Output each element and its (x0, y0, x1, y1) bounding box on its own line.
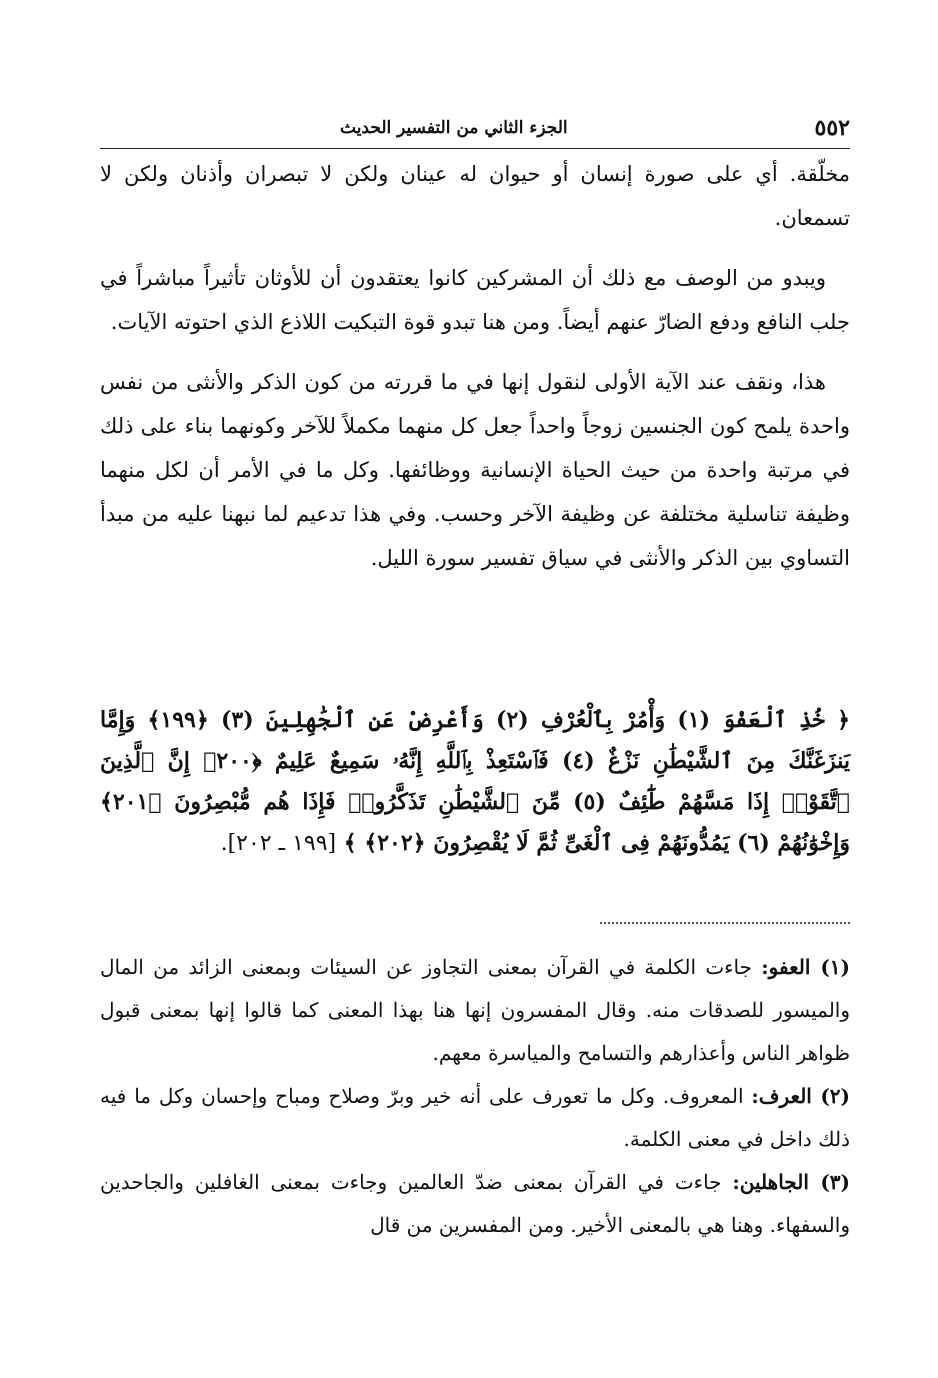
main-text (100, 152, 850, 596)
quran-verse (100, 700, 850, 864)
paragraph: هذا، ونقف عند الآية الأولى لنقول إنها في ما قررته من كون الذكر والأنثى من نفس واحدة يلمح كون الجنسين زوجاً واحداً جعل كل منهما مكملاً للآخر وكونهما بناء على ذلك في مرتبة واحدة من حيث الحياة الإنسانية ووظائفها. وكل ما في الأمر أن لكل منهما وظيفة تناسلية مختلفة عن وظيفة الآخر وحسب. وفي هذا تدعيم لما نبهنا عليه من مبدأ التساوي بين الذكر والأنثى في سياق تفسير سورة الليل. (100, 370, 850, 570)
footnote (100, 1075, 850, 1161)
footnote-text: جاءت الكلمة في القرآن بمعنى التجاوز عن السيئات وبمعنى الزائد من المال والميسور للصدقات منه. وقال المفسرون إنها هنا بهذا المعنى كما قالوا إنها بمعنى قبول ظواهر الناس وأعذارهم والتسامح والمياسرة معهم. (100, 955, 850, 1065)
running-title: الجزء الثاني من التفسير الحديث (340, 118, 568, 138)
verse-reference: [١٩٩ ـ ٢٠٢]. (220, 831, 337, 856)
footnotes (100, 946, 850, 1247)
paragraph: ويبدو من الوصف مع ذلك أن المشركين كانوا يعتقدون أن للأوثان تأثيراً مباشراً في جلب النافع ودفع الضارّ عنهم أيضاً. ومن هنا تبدو قوة التبكيت اللاذع الذي احتوته الآيات. (100, 266, 850, 334)
verse-text: ﴿ خُذِ ٱلْعَفْوَ (١) وَأْمُرْ بِٱلْعُرْفِ (٢) وَأَعْرِضْ عَنِ ٱلْجَٰهِلِينَ (٣) ﴿١٩٩﴾ وَإِمَّا يَنزَغَنَّكَ مِنَ ٱلشَّيْطَٰنِ نَزْغٌ (٤) فَٱسْتَعِذْ بِٱللَّهِ إِنَّهُۥ سَمِيعٌ عَلِيمٌ ﴿٢٠٠﴾ إِنَّ ٱلَّذِينَ ٱتَّقَوْا۟ إِذَا مَسَّهُمْ طَٰٓئِفٌ (٥) مِّنَ ٱلشَّيْطَٰنِ تَذَكَّرُوا۟ فَإِذَا هُم مُّبْصِرُونَ ﴿٢٠١﴾ وَإِخْوَٰنُهُمْ (٦) يَمُدُّونَهُمْ فِى ٱلْغَىِّ ثُمَّ لَا يُقْصِرُونَ ﴿٢٠٢﴾ ﴾ (100, 707, 850, 856)
footnote-text: جاءت في القرآن بمعنى ضدّ العالمين وجاءت بمعنى الغافلين والجاحدين والسفهاء. وهنا هي بالمعنى الأخير. ومن المفسرين من قال (100, 1170, 850, 1237)
footnote-separator (600, 922, 850, 924)
paragraph: مخلّقة. أي على صورة إنسان أو حيوان له عينان ولكن لا تبصران وأذنان ولكن لا تسمعان. (100, 162, 850, 230)
footnote-term: (٣) الجاهلين: (732, 1170, 851, 1194)
page-header (100, 108, 850, 149)
footnote-text: المعروف. وكل ما تعورف على أنه خير وبرّ وصلاح ومباح وإحسان وكل ما فيه ذلك داخل في معنى الكلمة. (100, 1084, 850, 1151)
footnote (100, 946, 850, 1075)
footnote-term: (٢) العرف: (751, 1084, 851, 1108)
page-number: ٥٥٢ (814, 115, 850, 141)
footnote-term: (١) العفو: (761, 955, 850, 979)
footnote (100, 1161, 850, 1247)
